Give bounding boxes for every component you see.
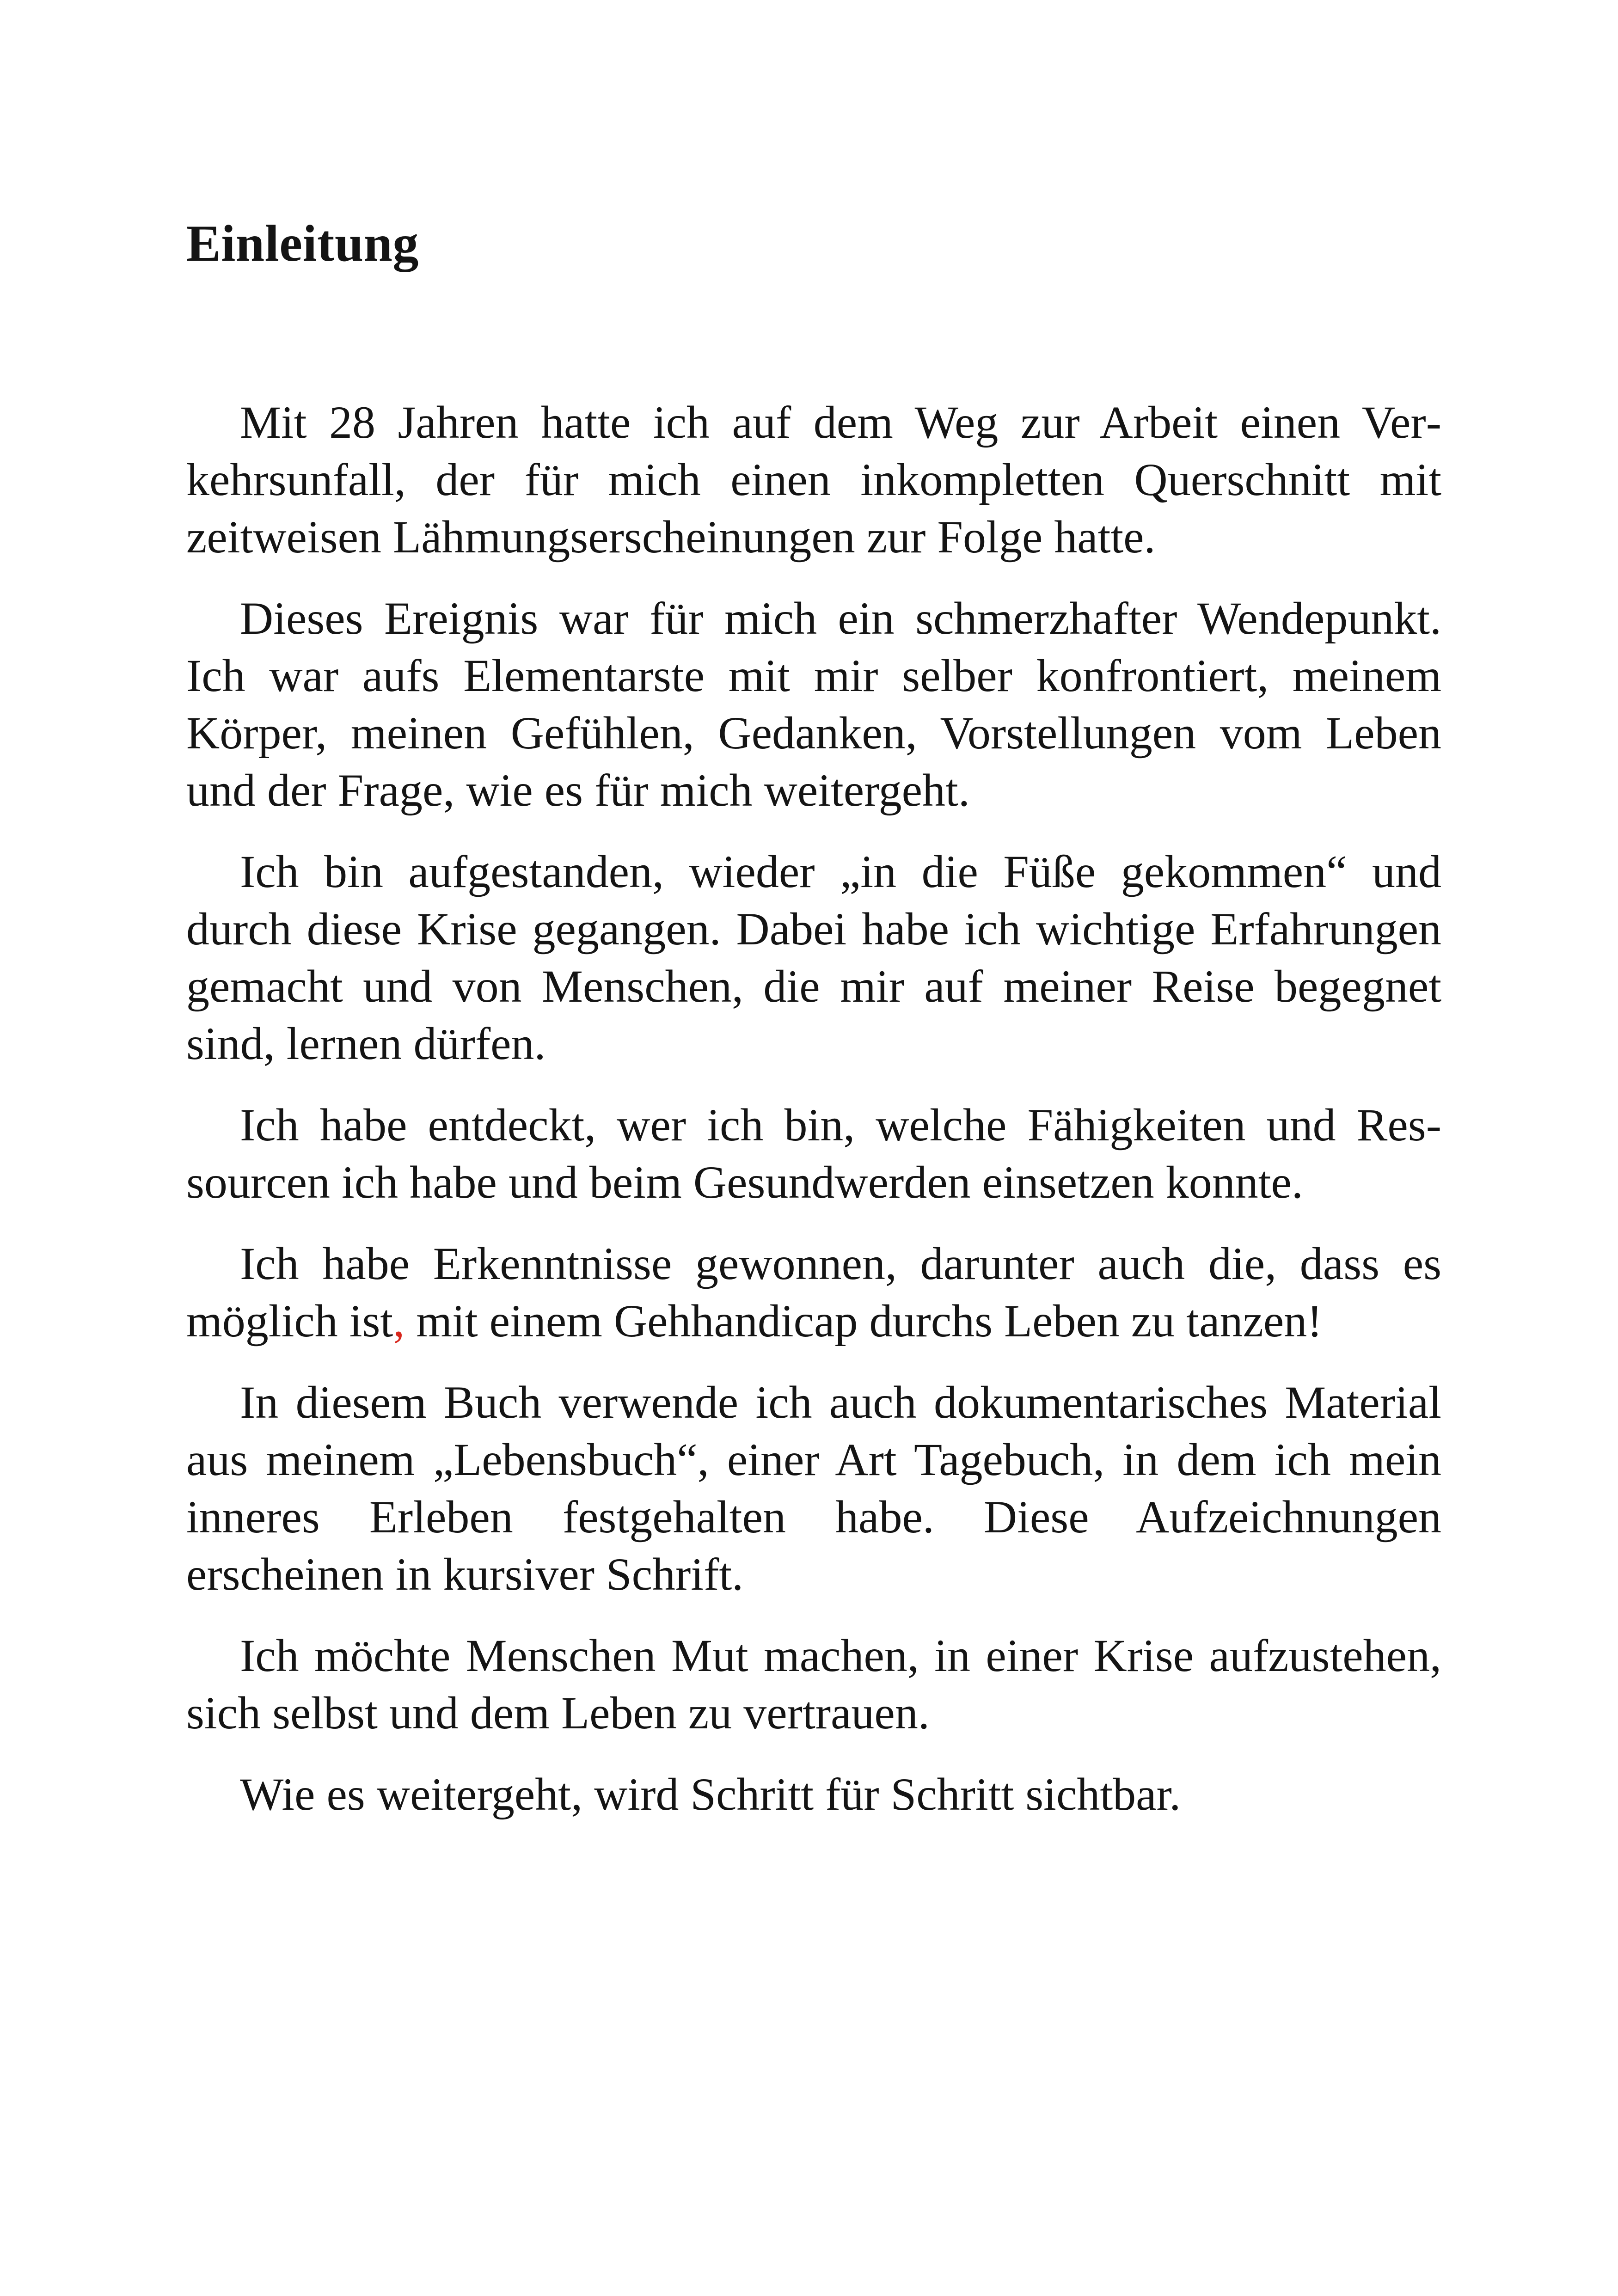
paragraph-5-text-start: Ich habe Erkenntnisse gewonnen, darunter auch die, dass es möglich ist [186, 1238, 1441, 1347]
paragraph-4: Ich habe entdeckt, wer ich bin, welche Fähigkeiten und Ressourcen ich habe und beim Gesundwerden einsetzen konnte. [186, 1099, 1441, 1208]
paragraph-2: Dieses Ereignis war für mich ein schmerzhafter Wendepunkt. Ich war aufs Elementarste mit mir selber konfrontiert, meinem Körper, meinen Gefühlen, Gedanken, Vorstellungen vom Leben und der Frage, wie es für mich weitergeht. [186, 593, 1441, 816]
paragraph-6: In diesem Buch verwende ich auch dokumentarisches Material aus meinem „Lebensbuch“, einer Art Tagebuch, in dem ich mein inneres Erleben festgehalten habe. Diese Aufzeichnungen erscheinen in kursiver Schrift. [186, 1377, 1441, 1600]
paragraph-3: Ich bin aufgestanden, wieder „in die Füße gekommen“ und durch diese Krise gegangen. Dabei habe ich wichtige Erfahrungen gemacht und von Menschen, die mir auf meiner Reise begegnet sind, lernen dürfen. [186, 846, 1441, 1070]
paragraph-1: Mit 28 Jahren hatte ich auf dem Weg zur Arbeit einen Verkehrsunfall, der für mich einen inkompletten Querschnitt mit zeitweisen Lähmungserscheinungen zur Folge hatte. [186, 397, 1441, 563]
highlighted-comma: , [393, 1295, 405, 1347]
paragraph-7: Ich möchte Menschen Mut machen, in einer Krise aufzustehen, sich selbst und dem Leben zu vertrauen. [186, 1630, 1441, 1739]
paragraph-5 [186, 1235, 1441, 1350]
book-page [186, 213, 1441, 1847]
paragraph-8: Wie es weitergeht, wird Schritt für Schritt sichtbar. [240, 1769, 1181, 1820]
chapter-body [186, 394, 1441, 1823]
paragraph-5-text-end: mit einem Gehhandicap durchs Leben zu tanzen! [404, 1295, 1323, 1347]
chapter-title: Einleitung [186, 215, 419, 272]
